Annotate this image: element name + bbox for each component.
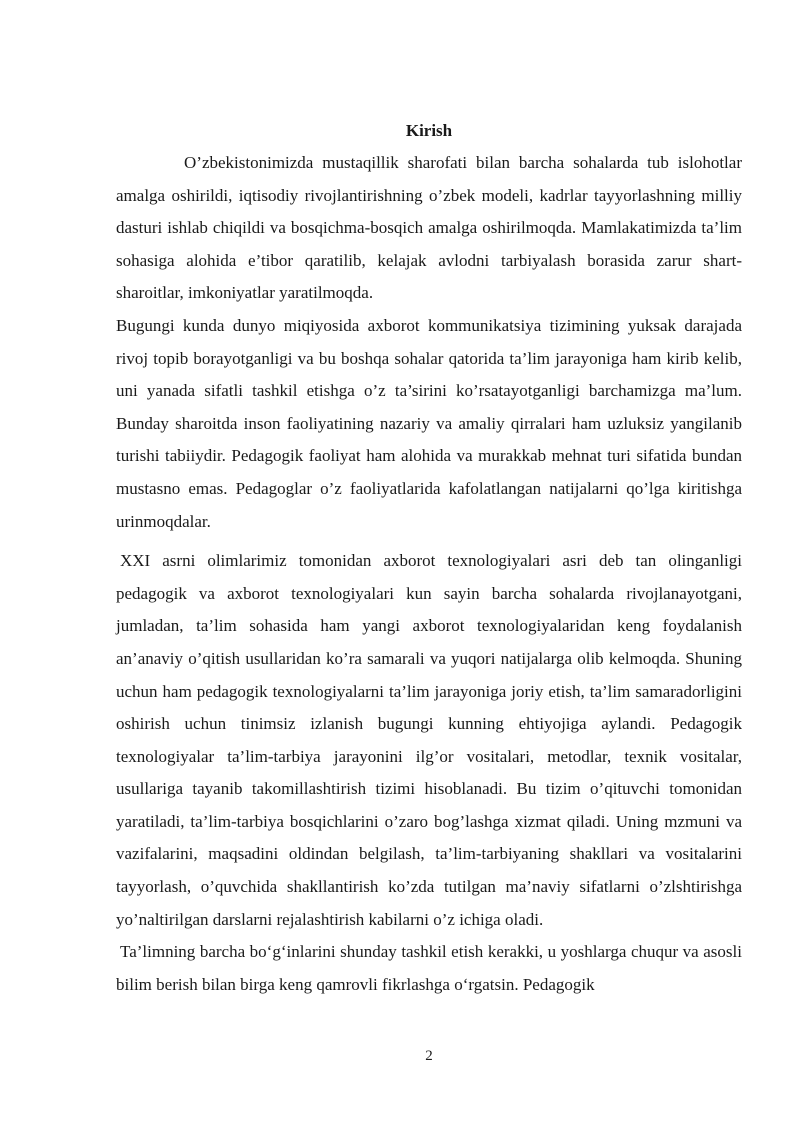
paragraph-technologies: XXI asrni olimlarimiz tomonidan axborot texnologiyalari asri deb tan olinganligi pedagogik va axborot texnologiyalari kun sayin barcha sohalarda rivojlanayotgani, jumladan, ta’lim sohasida ham yangi axborot texnologiyalaridan keng foydalanish an’anaviy o’qitish usullaridan ko’ra samarali va yuqori natijalarga olib kelmoqda. Shuning uchun ham pedagogik texnologiyalarni ta’lim jarayoniga joriy etish, ta’lim samaradorligini oshirish uchun tinimsiz izlanish bugungi kunning ehtiyojiga aylandi. Pedagogik texnologiyalar ta’lim-tarbiya jarayonini ilg’or vositalari, metodlar, texnik vositalar, usullariga tayanib takomillashtirish tizimi hisoblanadi. Bu tizim o’qituvchi tomonidan yaratiladi, ta’lim-tarbiya bosqichlarini o’zaro bog’lashga xizmat qiladi. Uning mzmuni va vazifalarini, maqsadini oldindan belgilash, ta’lim-tarbiyaning shakllari va vositalarini tayyorlash, o’quvchida shakllantirish ko’zda tutilgan ma’naviy sifatlarni o’zlshtirishga yo’naltirilgan darslarni rejalashtirish kabilarni o’z ichiga oladi. — [116, 551, 742, 929]
section-title: Kirish — [405, 121, 453, 140]
paragraph-intro: O’zbekistonimizda mustaqillik sharofati bilan barcha sohalarda tub islohotlar amalga oshirildi, iqtisodiy rivojlantirishning o’zbek modeli, kadrlar tayyorlashning milliy dasturi ishlab chiqildi va bosqichma-bosqich amalga oshirilmoqda. Mamlakatimizda ta’lim sohasiga alohida e’tibor qaratilib, kelajak avlodni tarbiyalash borasida zarur shart-sharoitlar, imkoniyatlar yaratilmoqda. — [116, 153, 742, 303]
paragraph-education: Ta’limning barcha bo‘g‘inlarini shunday tashkil etish kerakki, u yoshlarga chuqur va asosli bilim berish bilan birga keng qamrovli fikrlashga o‘rgatsin. Pedagogik — [116, 942, 742, 994]
document-body — [116, 147, 742, 1001]
page-number: 2 — [425, 1048, 433, 1064]
paragraph-ict: Bugungi kunda dunyo miqiyosida axborot kommunikatsiya tizimining yuksak darajada rivoj topib borayotganligi va bu boshqa sohalar qatorida ta’lim jarayoniga ham kirib kelib, uni yanada sifatli tashkil etishga o’z ta’sirini ko’rsatayotganligi barchamizga ma’lum. Bunday sharoitda inson faoliyatining nazariy va amaliy qirralari ham uzluksiz yangilanib turishi tabiiydir. Pedagogik faoliyat ham alohida va murakkab mehnat turi sifatida bundan mustasno emas. Pedagoglar o’z faoliyatlarida kafolatlangan natijalarni qo’lga kiritishga urinmoqdalar. — [116, 315, 742, 531]
